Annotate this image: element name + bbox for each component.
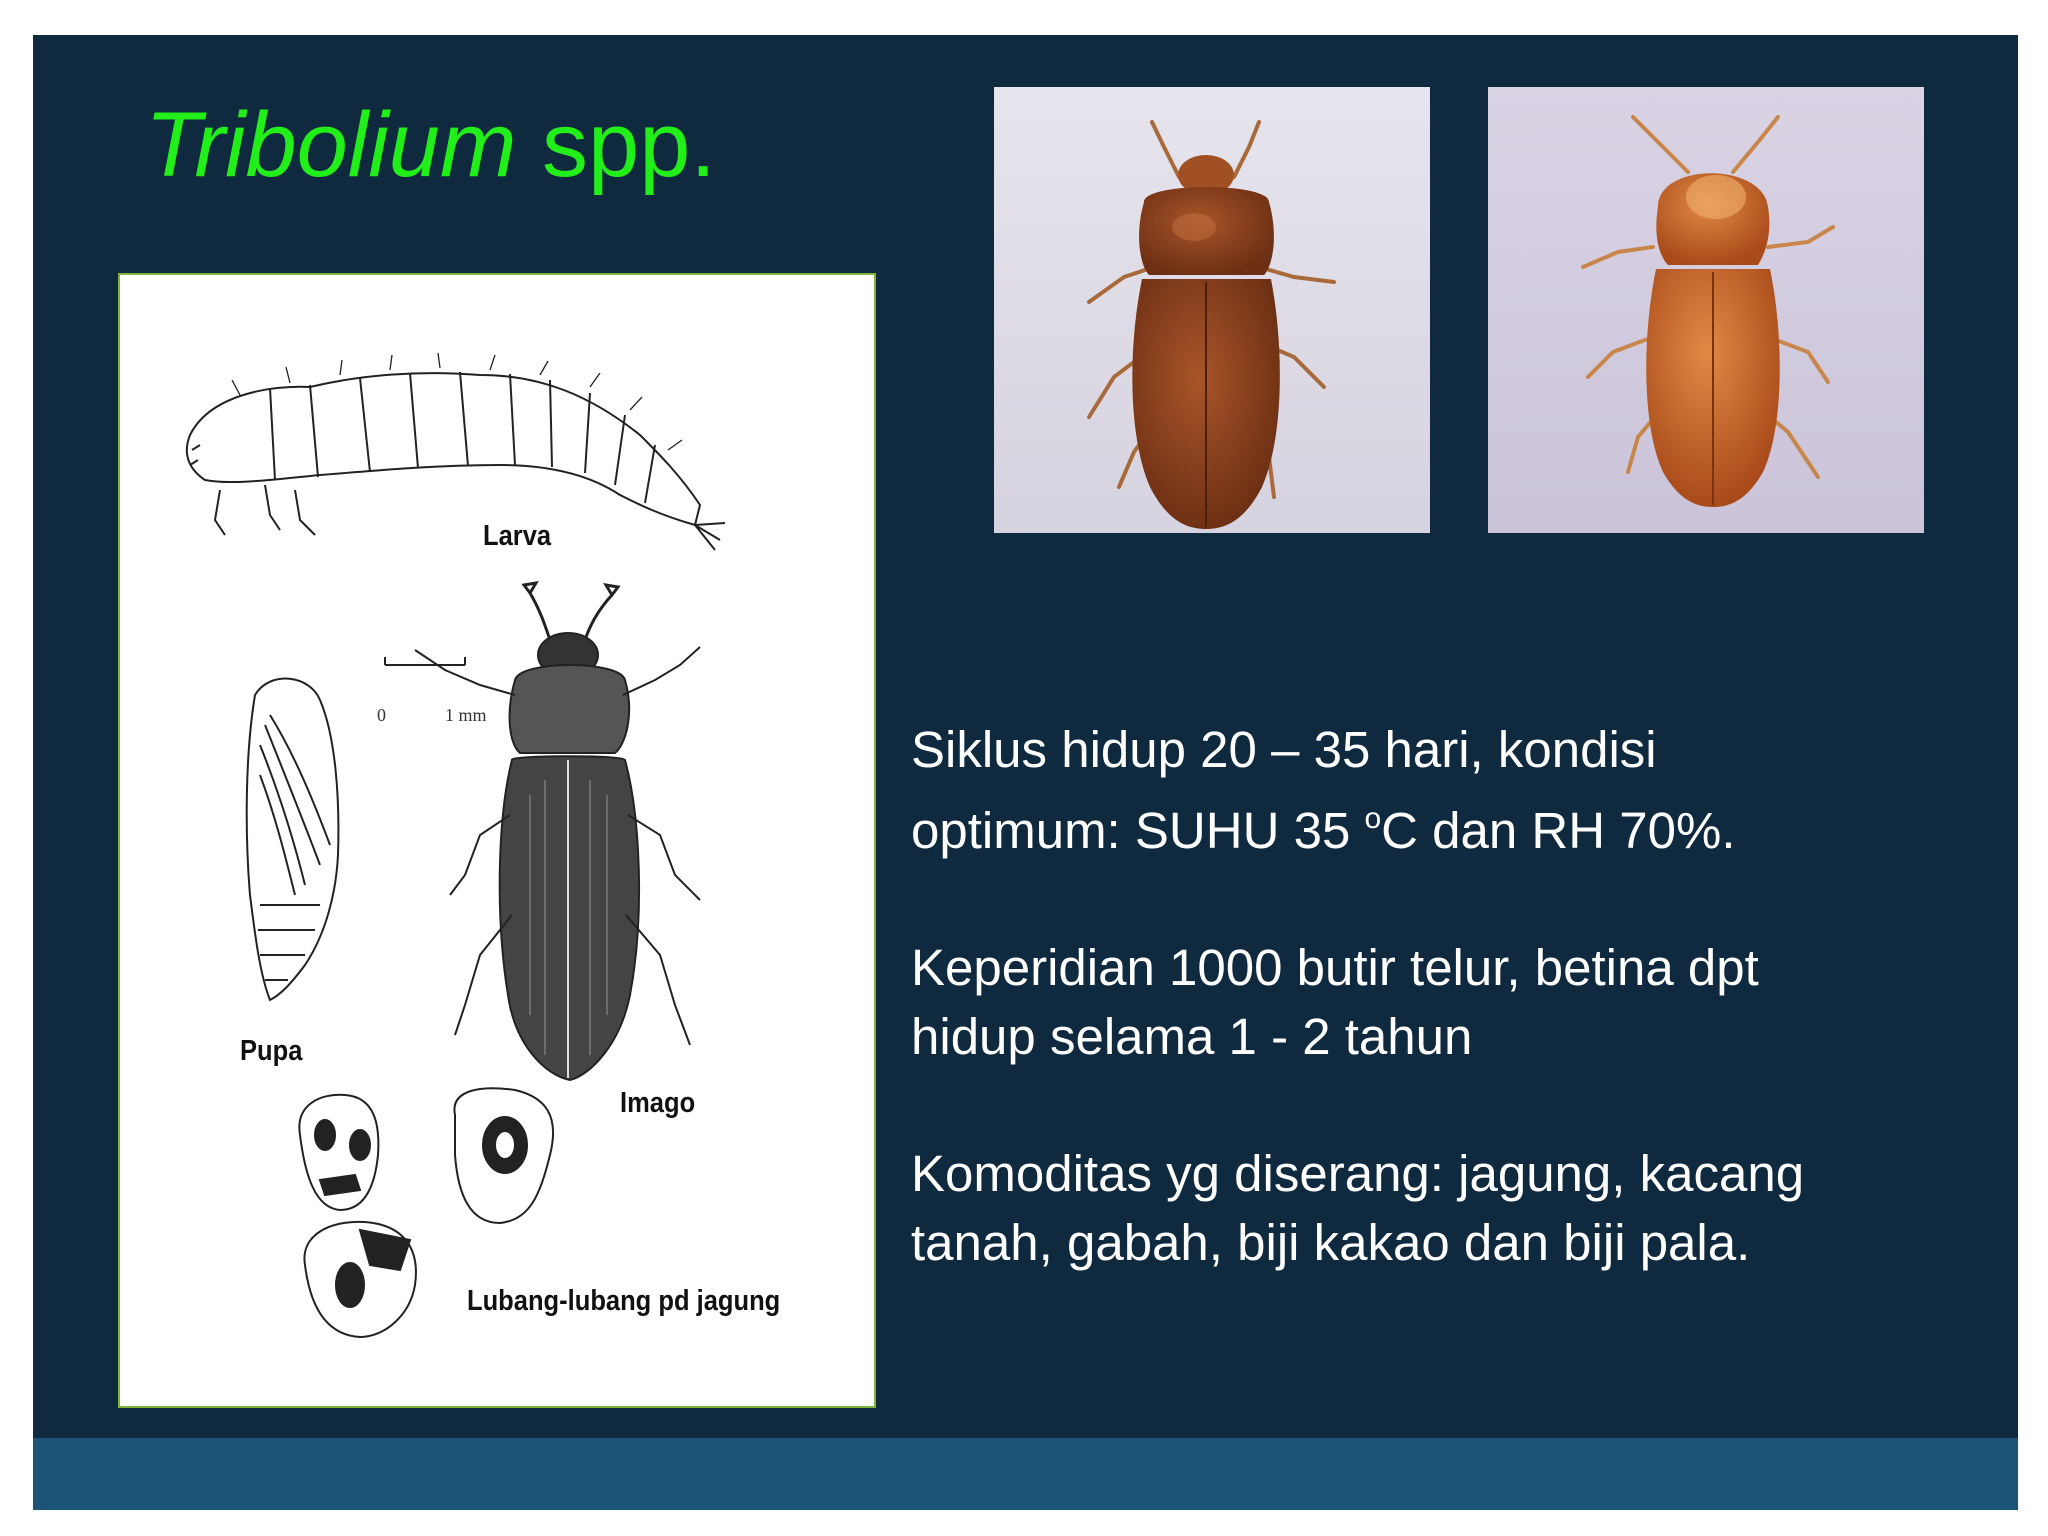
imago-label: Imago <box>620 1087 696 1119</box>
slide <box>33 35 2018 1510</box>
imago-drawing <box>415 583 700 1080</box>
title-suffix: spp. <box>516 94 716 196</box>
life-stage-drawing-panel <box>118 273 876 1408</box>
life-stage-illustration <box>120 275 874 1406</box>
commodities-line-1: Komoditas yg diserang: jagung, kacang <box>911 1145 1805 1202</box>
fecundity-paragraph <box>911 933 1991 1071</box>
beetle-photo-1 <box>994 87 1430 533</box>
beetle-photo-2 <box>1488 87 1924 533</box>
description-text <box>911 715 1991 1345</box>
beetle-photo-1-image <box>994 87 1430 533</box>
slide-title <box>145 93 716 198</box>
life-cycle-line-2-before: optimum: SUHU 35 <box>911 802 1365 859</box>
fecundity-line-2: hidup selama 1 - 2 tahun <box>911 1008 1473 1065</box>
fecundity-line-1: Keperidian 1000 butir telur, betina dpt <box>911 939 1759 996</box>
larva-label: Larva <box>483 520 552 552</box>
pupa-label: Pupa <box>240 1035 303 1067</box>
degree-superscript: o <box>1364 802 1382 835</box>
scale-zero-label: 0 <box>377 705 386 725</box>
title-genus: Tribolium <box>145 94 517 196</box>
larva-drawing <box>187 353 725 550</box>
corn-holes-label: Lubang-lubang pd jagung <box>467 1285 781 1317</box>
life-cycle-line-1: Siklus hidup 20 – 35 hari, kondisi <box>911 721 1657 778</box>
scale-bar <box>385 657 465 665</box>
life-cycle-line-2-after: C dan RH 70%. <box>1381 802 1736 859</box>
commodities-paragraph <box>911 1139 1991 1277</box>
footer-band <box>33 1438 2018 1510</box>
pupa-drawing <box>247 679 339 1000</box>
commodities-line-2: tanah, gabah, biji kakao dan biji pala. <box>911 1214 1751 1271</box>
beetle-photo-2-image <box>1488 87 1924 533</box>
scale-one-label: 1 mm <box>445 705 487 725</box>
life-cycle-paragraph <box>911 715 1991 865</box>
